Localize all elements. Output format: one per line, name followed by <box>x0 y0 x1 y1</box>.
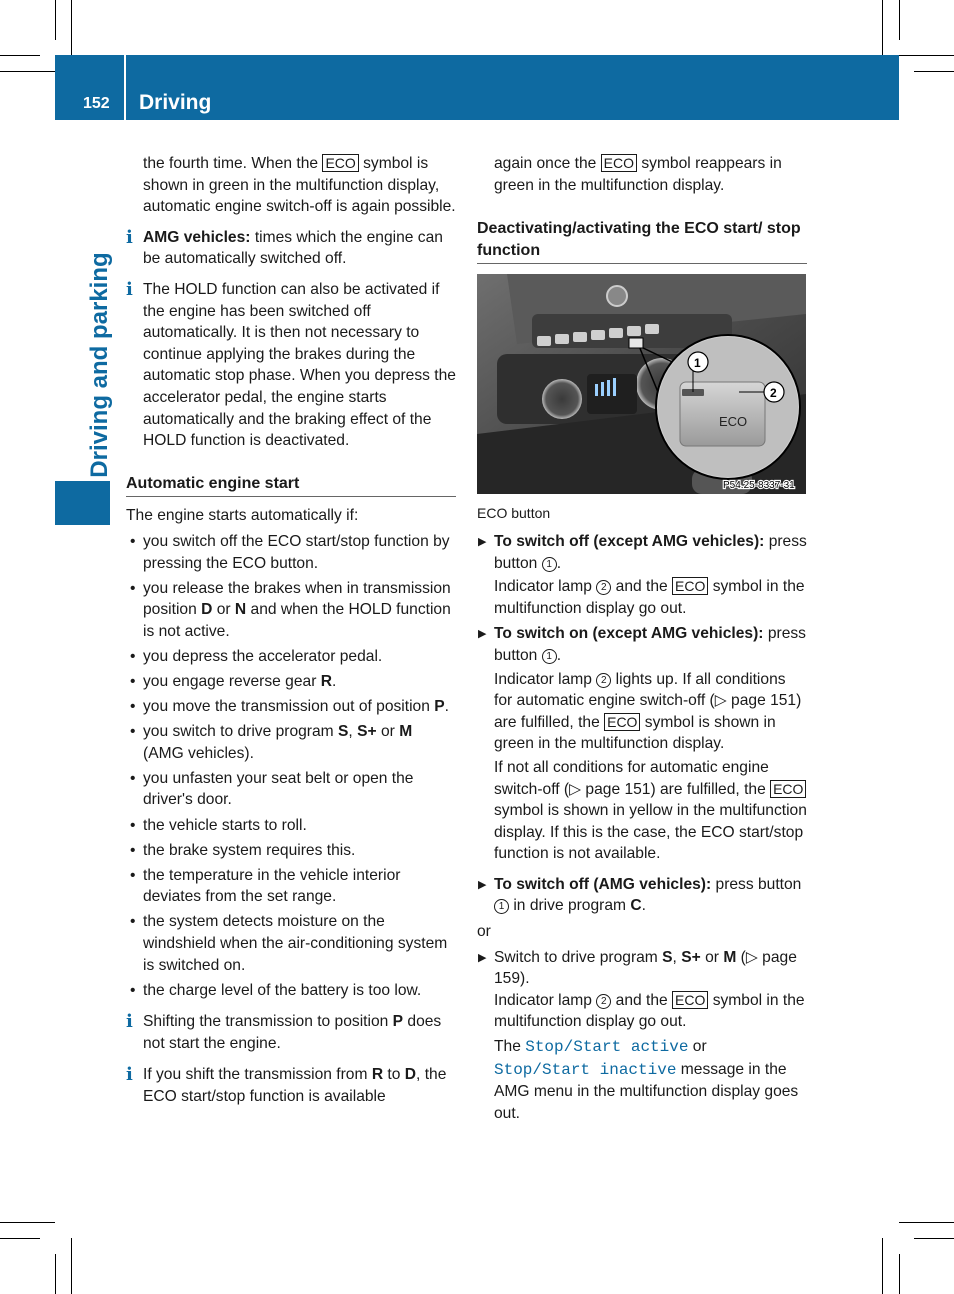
left-column <box>126 153 456 1108</box>
side-tab-marker <box>55 481 110 525</box>
eco-symbol: ECO <box>322 154 358 172</box>
page-number: 152 <box>83 95 110 112</box>
info-icon: i <box>126 226 133 248</box>
crop-mark <box>899 1222 954 1223</box>
info-icon: i <box>126 278 133 300</box>
instruction-step: ▶ Switch to drive program S, S+ or M (▷ page 159). Indicator lamp 2 and the ECO symbol in the multifunction display go out. The Stop/Start active or Stop/Start inactive message in the AMG menu in the multifunction display goes out. <box>478 948 805 1122</box>
eco-symbol: ECO <box>601 154 637 172</box>
info-icon: i <box>126 1064 133 1086</box>
crop-mark <box>55 0 56 40</box>
crop-mark <box>882 1238 883 1294</box>
figure-eco-label: ECO <box>719 414 748 430</box>
eco-symbol: ECO <box>604 713 640 731</box>
header-divider <box>124 55 126 120</box>
arrow-icon: ▶ <box>478 878 487 891</box>
list-item: • the temperature in the vehicle interior deviates from the set range. <box>126 865 456 908</box>
list-item: • the vehicle starts to roll. <box>126 815 456 837</box>
eco-symbol: ECO <box>672 577 708 595</box>
callout-2-icon: 2 <box>596 994 611 1009</box>
dashboard-illustration <box>477 274 806 494</box>
side-tab-label: Driving and parking <box>86 252 113 478</box>
eco-symbol: ECO <box>770 780 806 798</box>
crop-mark <box>882 0 883 55</box>
list-item: • you engage reverse gear R. <box>126 671 456 693</box>
paragraph: The engine starts automatically if: <box>126 507 359 525</box>
subheading: Deactivating/activating the ECO start/ stop function <box>477 218 807 264</box>
crop-mark <box>899 1254 900 1294</box>
figure-code: P54.25-8337-31 <box>723 480 795 492</box>
display-message: Stop/Start inactive <box>494 1060 677 1079</box>
crop-mark <box>0 55 40 56</box>
list-item: • you depress the accelerator pedal. <box>126 646 456 668</box>
list-item: • you switch to drive program S, S+ or M (AMG vehicles). <box>126 721 456 764</box>
arrow-icon: ▶ <box>478 535 487 548</box>
list-item: • you switch off the ECO start/stop function by pressing the ECO button. <box>126 531 456 574</box>
list-item: • you move the transmission out of position P. <box>126 696 456 718</box>
callout-2: 2 <box>770 386 777 401</box>
crop-mark <box>914 1238 954 1239</box>
list-item: • the charge level of the battery is too low. <box>126 980 456 1002</box>
callout-1-icon: 1 <box>542 649 557 664</box>
callout-1: 1 <box>694 356 701 371</box>
list-item: • the brake system requires this. <box>126 840 456 862</box>
paragraph: again once the ECO symbol reappears in green in the multifunction display. <box>494 155 782 194</box>
crop-mark <box>55 1254 56 1294</box>
list-item: • you release the brakes when in transmission position D or N and when the HOLD function is not active. <box>126 578 456 643</box>
info-note: i AMG vehicles: times which the engine can be automatically switched off. <box>126 226 443 268</box>
section-title: Driving <box>139 91 212 114</box>
callout-2-icon: 2 <box>596 673 611 688</box>
paragraph: the fourth time. When the ECO symbol is shown in green in the multifunction display, automatic engine switch-off is again possible. <box>143 155 456 216</box>
condition-list <box>126 531 456 1001</box>
crop-mark <box>0 1238 40 1239</box>
crop-mark <box>0 1222 55 1223</box>
info-note: i Shifting the transmission to position P does not start the engine. <box>126 1011 442 1052</box>
callout-1-icon: 1 <box>494 899 509 914</box>
paragraph: or <box>477 923 491 941</box>
right-column <box>477 153 807 1124</box>
crop-mark <box>899 55 954 56</box>
display-message: Stop/Start active <box>525 1038 689 1057</box>
eco-button-figure <box>477 274 806 494</box>
arrow-icon: ▶ <box>478 951 487 964</box>
crop-mark <box>914 71 954 72</box>
callout-2-icon: 2 <box>596 580 611 595</box>
crop-mark <box>71 1238 72 1294</box>
instruction-step: ▶ To switch off (except AMG vehicles): press button 1 . Indicator lamp 2 and the ECO symbol in the multifunction display go out. <box>478 532 807 617</box>
figure-caption: ECO button <box>477 505 551 522</box>
crop-mark <box>899 0 900 40</box>
crop-mark <box>71 0 72 55</box>
instruction-step: ▶ To switch on (except AMG vehicles): press button 1 . Indicator lamp 2 lights up. If all conditions for automatic engine switch-off (▷ page 151) are fulfilled, the ECO symbol is shown in green in the multifunction display. If not all conditions for automatic engine switch-off (▷ page 151) are fulfilled, the ECO symbol is shown in yellow in the multifunction display. If this is the case, the ECO start/stop function is not available. <box>478 625 807 863</box>
list-item: • you unfasten your seat belt or open the driver's door. <box>126 768 456 811</box>
arrow-icon: ▶ <box>478 628 487 641</box>
info-note: i The HOLD function can also be activated if the engine has been switched off automatically. It is then not necessary to continue applying the brakes during the automatic stop phase. When you depress the accelerator pedal, the engine starts automatically and the braking effect of the HOLD function is deactivated. <box>126 278 456 450</box>
list-item: • the system detects moisture on the windshield when the air-conditioning system is switched on. <box>126 911 456 976</box>
instruction-step: ▶ To switch off (AMG vehicles): press button 1 in drive program C. <box>478 875 802 915</box>
crop-mark <box>0 71 55 72</box>
callout-1-icon: 1 <box>542 557 557 572</box>
subheading: Automatic engine start <box>126 473 456 498</box>
eco-symbol: ECO <box>672 991 708 1009</box>
info-icon: i <box>126 1011 133 1033</box>
info-note: i If you shift the transmission from R to D, the ECO start/stop function is available <box>126 1064 447 1106</box>
